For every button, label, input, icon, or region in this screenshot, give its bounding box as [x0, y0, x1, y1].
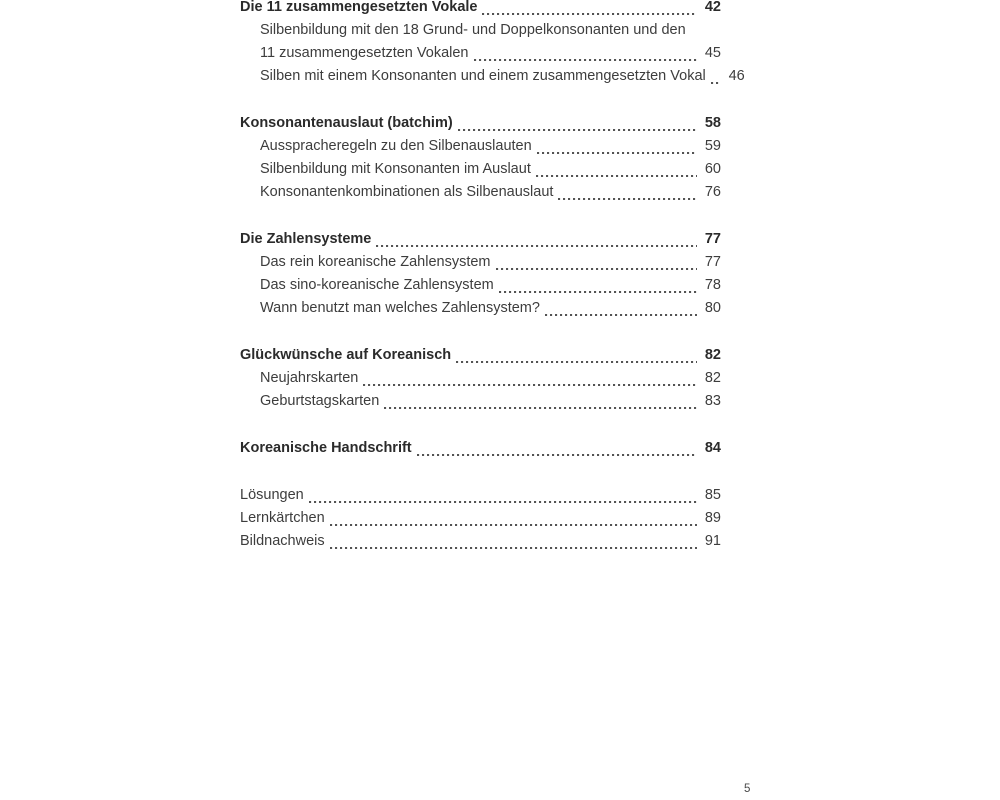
dot-leader	[456, 361, 697, 363]
toc-entry-page: 45	[704, 45, 721, 61]
toc-entry-row	[240, 484, 721, 507]
toc-entry-label: Silbenbildung mit Konsonanten im Auslaut	[260, 161, 531, 177]
toc-entry-label: Konsonantenkombinationen als Silbenauslaut	[260, 184, 554, 200]
toc-back-matter	[240, 484, 721, 553]
toc-entry-page: 83	[704, 393, 721, 409]
toc-entry-page: 77	[704, 254, 721, 270]
toc-chapter-page: 82	[704, 347, 721, 363]
dot-leader	[458, 129, 697, 131]
toc-entry-page: 78	[704, 277, 721, 293]
toc-entry-label: Silben mit einem Konsonanten und einem zusammengesetzten Vokal	[260, 68, 706, 84]
dot-leader	[536, 175, 697, 177]
toc-section	[240, 112, 721, 204]
toc-entry-label: Ausspracheregeln zu den Silbenauslauten	[260, 138, 532, 154]
toc-entry-page: 59	[704, 138, 721, 154]
toc-chapter-page: 42	[704, 0, 721, 15]
toc-entry-page: 46	[728, 68, 745, 84]
toc-entry-page: 85	[704, 487, 721, 503]
dot-leader	[537, 152, 697, 154]
toc-chapter-title: Glückwünsche auf Koreanisch	[240, 347, 452, 363]
toc-entry-row	[240, 65, 745, 88]
toc-entry-row	[240, 42, 721, 65]
toc-section	[240, 437, 721, 460]
toc-entry-page: 89	[704, 510, 721, 526]
dot-leader	[558, 198, 697, 200]
table-of-contents	[240, 0, 745, 553]
toc-entry-page: 82	[704, 370, 721, 386]
toc-entry-label: 11 zusammengesetzten Vokalen	[260, 45, 469, 61]
toc-entry-row	[240, 297, 721, 320]
toc-chapter-title: Koreanische Handschrift	[240, 440, 412, 456]
dot-leader	[499, 291, 697, 293]
dot-leader	[496, 268, 698, 270]
toc-section	[240, 228, 721, 320]
toc-entry-page: 80	[704, 300, 721, 316]
toc-entry-label: Wann benutzt man welches Zahlensystem?	[260, 300, 540, 316]
toc-entry-row	[240, 274, 721, 297]
toc-chapter-title: Die 11 zusammengesetzten Vokale	[240, 0, 478, 15]
toc-section	[240, 344, 721, 413]
toc-entry-page: 91	[704, 533, 721, 549]
toc-chapter-row	[240, 437, 721, 460]
toc-chapter-row	[240, 0, 721, 19]
toc-entry-label: Bildnachweis	[240, 533, 325, 549]
dot-leader	[309, 501, 697, 503]
toc-chapter-page: 84	[704, 440, 721, 456]
dot-leader	[330, 524, 697, 526]
toc-entry-row	[240, 158, 721, 181]
toc-entry-row	[240, 181, 721, 204]
toc-entry-label: Das sino-koreanische Zahlensystem	[260, 277, 494, 293]
toc-entry-page: 60	[704, 161, 721, 177]
dot-leader	[330, 547, 697, 549]
toc-chapter-row	[240, 344, 721, 367]
toc-entry-row	[240, 19, 721, 42]
toc-chapter-page: 77	[704, 231, 721, 247]
toc-chapter-page: 58	[704, 115, 721, 131]
dot-leader	[417, 454, 697, 456]
toc-entry-row	[240, 135, 721, 158]
toc-entry-row	[240, 367, 721, 390]
toc-entry-row	[240, 390, 721, 413]
toc-entry-label: Lernkärtchen	[240, 510, 325, 526]
toc-entry-label: Silbenbildung mit den 18 Grund- und Doppelkonsonanten und den	[260, 22, 686, 38]
toc-entry-label: Das rein koreanische Zahlensystem	[260, 254, 491, 270]
toc-entry-label: Lösungen	[240, 487, 304, 503]
toc-entry-row	[240, 251, 721, 274]
toc-entry-label: Neujahrskarten	[260, 370, 359, 386]
dot-leader	[482, 13, 697, 15]
dot-leader	[363, 384, 697, 386]
dot-leader	[384, 407, 697, 409]
toc-chapter-title: Konsonantenauslaut (batchim)	[240, 115, 453, 131]
toc-entry-label: Geburtstagskarten	[260, 393, 380, 409]
dot-leader	[545, 314, 697, 316]
page-number: 5	[744, 783, 751, 795]
dot-leader	[376, 245, 697, 247]
toc-section	[240, 0, 745, 88]
dot-leader	[711, 82, 721, 84]
toc-entry-page: 76	[704, 184, 721, 200]
toc-entry-row	[240, 507, 721, 530]
toc-chapter-title: Die Zahlensysteme	[240, 231, 372, 247]
toc-chapter-row	[240, 228, 721, 251]
dot-leader	[474, 59, 697, 61]
toc-entry-row	[240, 530, 721, 553]
toc-chapter-row	[240, 112, 721, 135]
